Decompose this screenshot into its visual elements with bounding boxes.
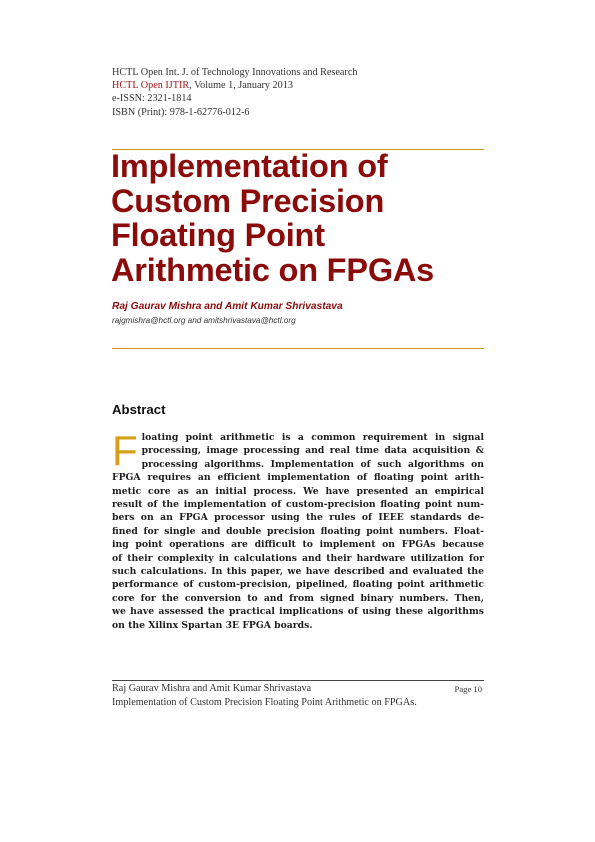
abstract-line: performance of custom-precision, pipelined, floating point arithmetic [112, 579, 484, 591]
abstract-line: FPGA requires an efficient implementation of floating point arith- [112, 472, 484, 484]
abstract-line: processing algorithms. Implementation of such algorithms on [141, 458, 484, 470]
footer-authors-row [112, 683, 484, 694]
abstract-line: on the Xilinx Spartan 3E FPGA boards. [112, 619, 313, 631]
eissn: e-ISSN: 2321-1814 [112, 93, 192, 105]
volume-line [112, 79, 357, 92]
author-emails: rajgmishra@hctl.org and amitshrivastava@hctl.org [112, 316, 296, 325]
volume-info: , Volume 1, January 2013 [189, 80, 293, 92]
abstract-line: metic core as an initial process. We have presented an empirical [112, 485, 484, 497]
title-line: Floating Point [111, 217, 325, 254]
journal-name: HCTL Open Int. J. of Technology Innovations and Research [112, 67, 358, 78]
author-names: Raj Gaurav Mishra and Amit Kumar Shrivastava [112, 301, 343, 312]
footer-title: Implementation of Custom Precision Floating Point Arithmetic on FPGAs. [112, 697, 417, 708]
abstract-line: processing, image processing and real time data acquisition & [141, 445, 484, 457]
abstract-line: core for the conversion to and from signed binary numbers. Then, [112, 592, 484, 604]
abstract-line: we have assessed the practical implications of using these algorithms [112, 606, 484, 618]
abstract-line: such calculations. In this paper, we have described and evaluated the [112, 566, 484, 578]
abstract-line: loating point arithmetic is a common requirement in signal [141, 432, 484, 443]
paper-title [111, 149, 491, 287]
abstract-line: ing point operations are difficult to implement on FPGAs because [112, 539, 484, 551]
page-number: Page 10 [454, 684, 482, 694]
journal-short-link[interactable]: HCTL Open IJTIR [112, 80, 190, 92]
abstract-line: bers on an FPGA processor using the rules of IEEE standards de- [112, 512, 484, 524]
title-line: Implementation of [111, 148, 388, 184]
abstract-line: fined for single and double precision floating point numbers. Float- [112, 525, 484, 537]
drop-cap: F [112, 427, 138, 474]
isbn: ISBN (Print): 978-1-62776-012-6 [112, 106, 250, 118]
title-line: Arithmetic on FPGAs [111, 251, 435, 288]
abstract-heading: Abstract [112, 402, 166, 417]
title-line: Custom Precision [111, 182, 385, 219]
abstract-line: of their complexity in calculations and their hardware utilization for [112, 552, 484, 564]
journal-header [112, 66, 357, 119]
footer-rule [112, 680, 484, 681]
title-bottom-rule [112, 348, 484, 349]
footer-authors: Raj Gaurav Mishra and Amit Kumar Shrivastava [112, 683, 312, 694]
abstract-line: result of the implementation of custom-precision floating point num- [112, 499, 484, 511]
abstract-body [112, 427, 484, 632]
